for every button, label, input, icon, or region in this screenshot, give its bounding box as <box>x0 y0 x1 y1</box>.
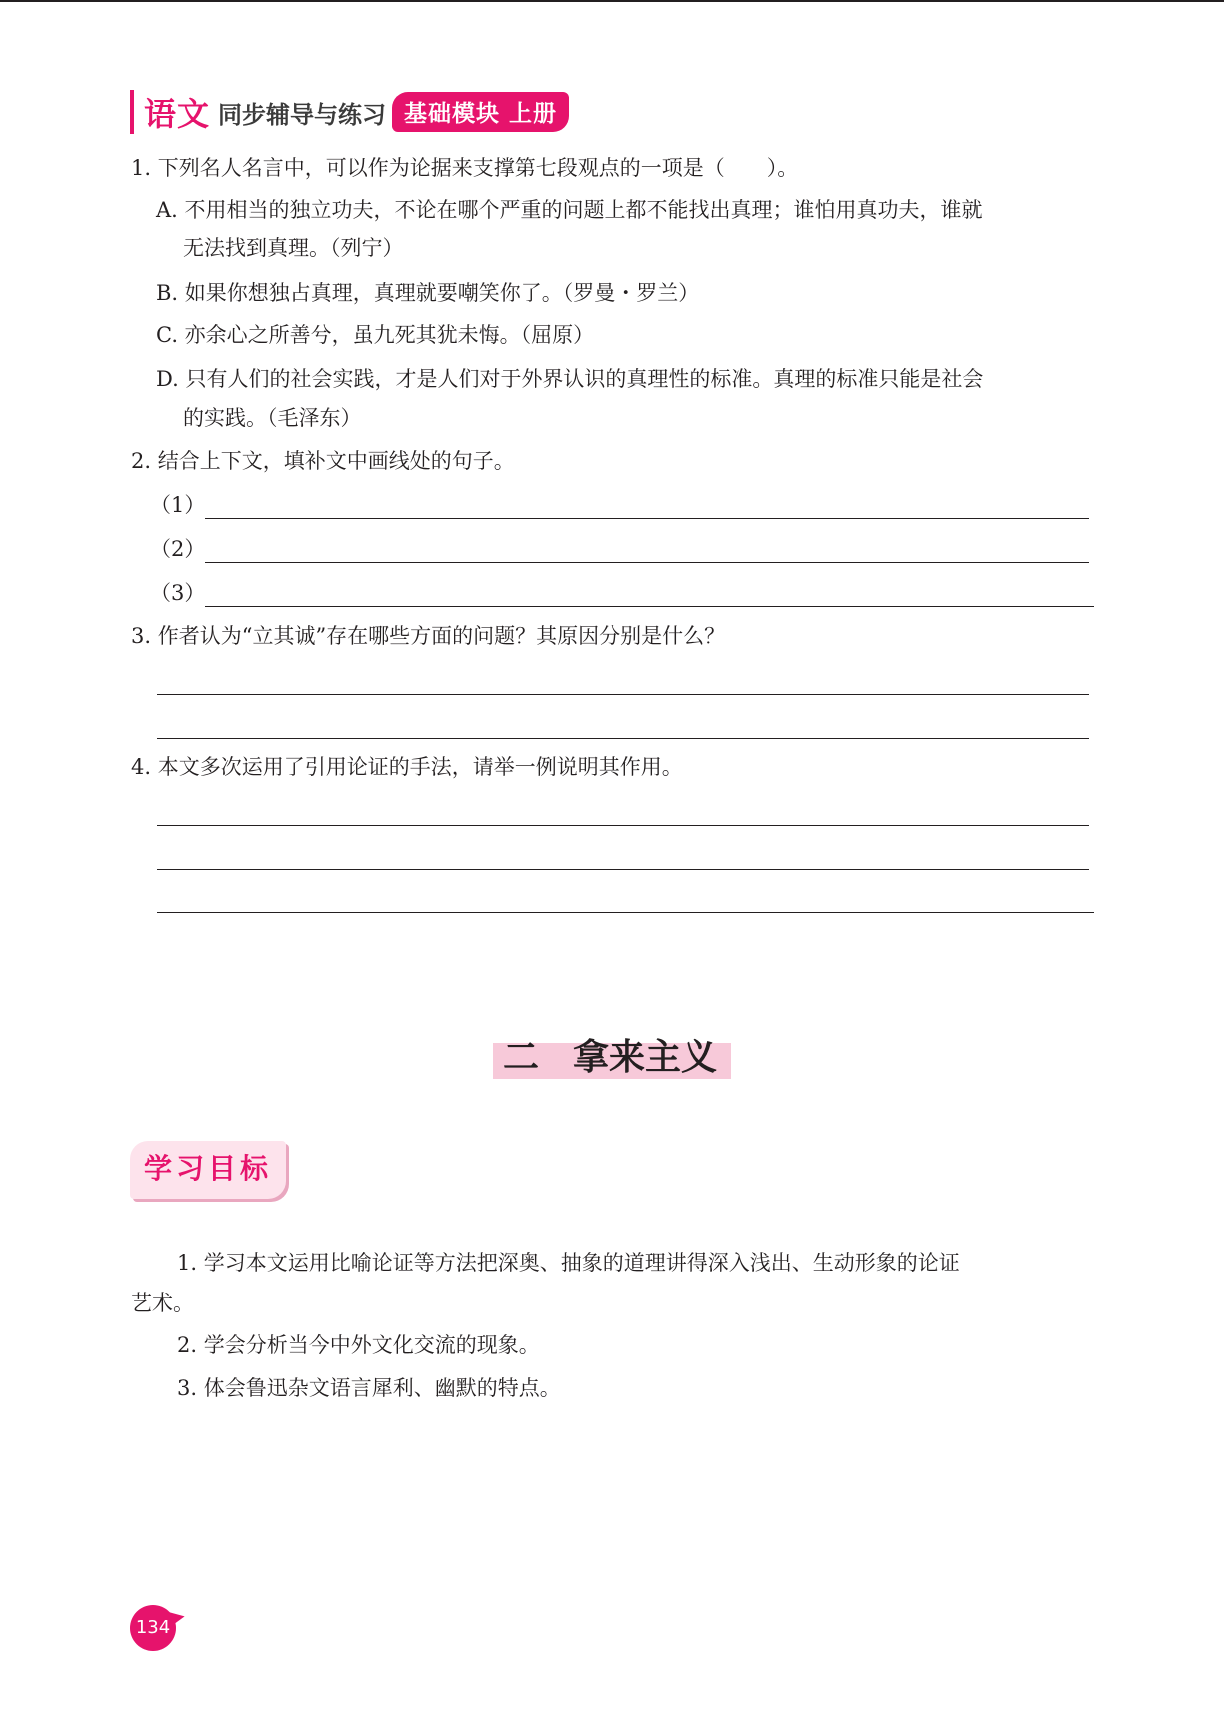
header-module-badge: 基础模块 上册 <box>392 92 569 132</box>
section-title-text <box>503 1035 717 1079</box>
top-border-rule <box>0 0 1224 2</box>
question-1-option-a-continued: 无法找到真理。（列宁） <box>183 236 404 260</box>
question-1-option-d: D. 只有人们的社会实践，才是人们对于外界认识的真理性的标准。真理的标准只能是社会 <box>156 367 984 391</box>
goal-2: 2. 学会分析当今中外文化交流的现象。 <box>177 1333 540 1357</box>
answer-line-q4-2[interactable] <box>157 869 1089 870</box>
goal-3: 3. 体会鲁迅杂文语言犀利、幽默的特点。 <box>177 1376 561 1400</box>
question-1-stem: 1. 下列名人名言中，可以作为论据来支撑第七段观点的一项是（ ）。 <box>131 156 799 180</box>
answer-line-q3-1[interactable] <box>157 694 1089 695</box>
header-series-title: 同步辅导与练习 <box>218 100 387 129</box>
running-header <box>130 88 569 136</box>
question-1-option-c: C. 亦余心之所善兮，虽九死其犹未悔。（屈原） <box>156 323 595 347</box>
answer-line-q4-1[interactable] <box>157 825 1089 826</box>
learning-goals-heading: 学习目标 <box>144 1152 273 1185</box>
blank-label-3: （3） <box>150 581 206 605</box>
answer-line-3[interactable] <box>205 606 1094 607</box>
question-4-stem: 4. 本文多次运用了引用论证的手法，请举一例说明其作用。 <box>131 755 683 779</box>
question-1-option-d-continued: 的实践。（毛泽东） <box>183 406 362 430</box>
blank-label-1: （1） <box>150 493 206 517</box>
page-number-badge: 134 <box>130 1605 176 1651</box>
answer-line-1[interactable] <box>205 518 1089 519</box>
section-name: 拿来主义 <box>573 1036 718 1078</box>
goal-1: 1. 学习本文运用比喻论证等方法把深奥、抽象的道理讲得深入浅出、生动形象的论证 <box>177 1251 960 1275</box>
answer-line-q4-3[interactable] <box>157 912 1094 913</box>
header-subject: 语文 <box>144 95 211 133</box>
section-number: 二 <box>503 1036 540 1078</box>
question-1-option-b: B. 如果你想独占真理，真理就要嘲笑你了。（罗曼・罗兰） <box>156 281 700 305</box>
answer-line-2[interactable] <box>205 562 1089 563</box>
header-accent-bar <box>130 90 134 134</box>
question-3-stem: 3. 作者认为“立其诚”存在哪些方面的问题？其原因分别是什么？ <box>131 624 726 648</box>
answer-line-q3-2[interactable] <box>157 738 1089 739</box>
question-2-stem: 2. 结合上下文，填补文中画线处的句子。 <box>131 449 515 473</box>
goal-1-continued: 艺术。 <box>131 1291 194 1315</box>
blank-label-2: （2） <box>150 537 206 561</box>
question-1-option-a: A. 不用相当的独立功夫，不论在哪个严重的问题上都不能找出真理；谁怕用真功夫，谁就 <box>156 198 983 222</box>
section-title <box>493 1035 731 1079</box>
learning-goals-tab <box>130 1141 286 1199</box>
